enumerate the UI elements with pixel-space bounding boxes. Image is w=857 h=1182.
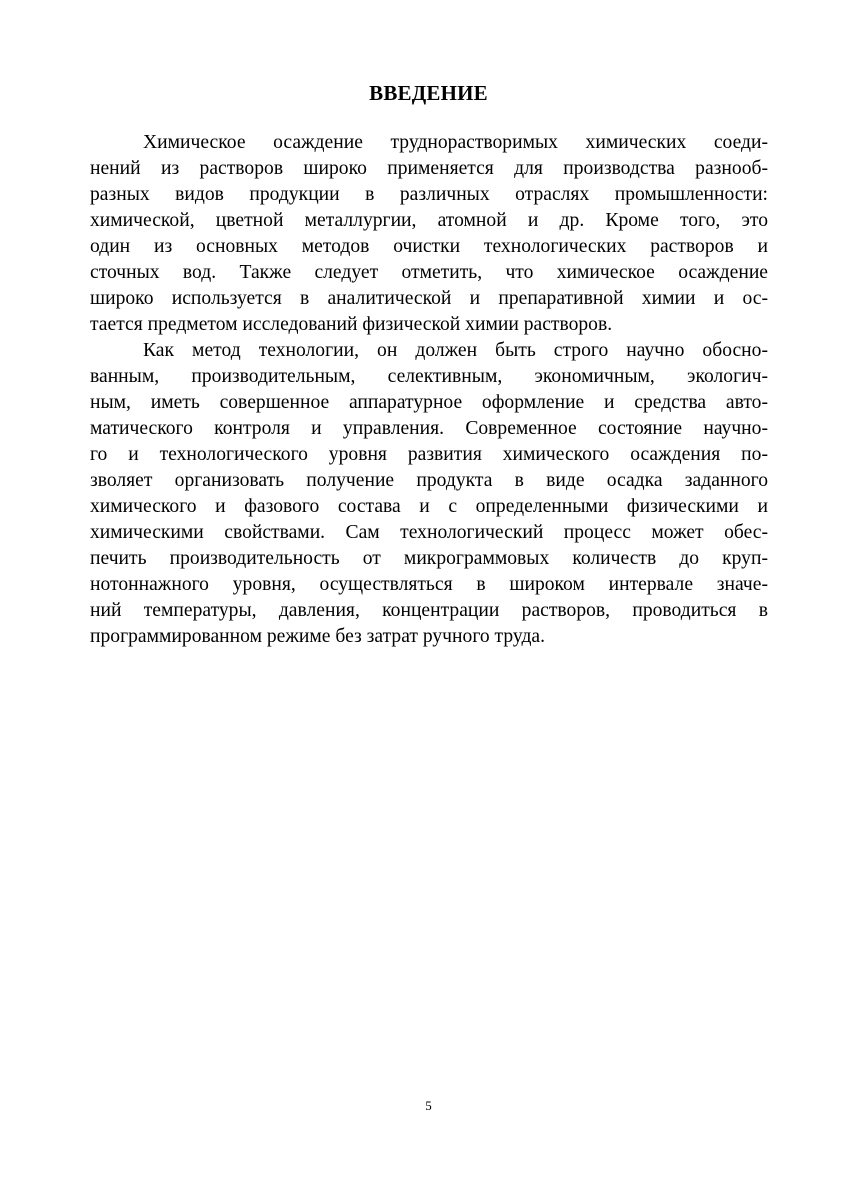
paragraph-1 xyxy=(90,130,768,338)
text-line: матического контроля и управления. Современное состояние научно- xyxy=(90,418,768,439)
text-line: нений из растворов широко применяется для производства разнооб- xyxy=(90,158,768,179)
text-line: химической, цветной металлургии, атомной и др. Кроме того, это xyxy=(90,210,768,231)
text-line: го и технологического уровня развития химического осаждения по- xyxy=(90,444,768,465)
text-line: Как метод технологии, он должен быть строго научно обосно- xyxy=(143,340,768,361)
text-line: Химическое осаждение труднорастворимых химических соеди- xyxy=(143,132,768,153)
text-line: сточных вод. Также следует отметить, что химическое осаждение xyxy=(90,262,768,283)
text-line: нотоннажного уровня, осуществляться в широком интервале значе- xyxy=(90,574,768,595)
text-line: печить производительность от микрограммовых количеств до круп- xyxy=(90,548,768,569)
text-line: один из основных методов очистки технологических растворов и xyxy=(90,236,768,257)
text-line: ванным, производительным, селективным, экономичным, экологич- xyxy=(90,366,768,387)
paragraph-2 xyxy=(90,338,768,650)
body-text xyxy=(90,130,768,650)
text-line: широко используется в аналитической и препаративной химии и ос- xyxy=(90,288,768,309)
text-line: разных видов продукции в различных отраслях промышленности: xyxy=(90,184,768,205)
text-line: химического и фазового состава и с определенными физическими и xyxy=(90,496,768,517)
text-line: ным, иметь совершенное аппаратурное оформление и средства авто- xyxy=(90,392,768,413)
section-heading: ВВЕДЕНИЕ xyxy=(369,81,488,105)
text-line: химическими свойствами. Сам технологический процесс может обес- xyxy=(90,522,768,543)
text-line: программированном режиме без затрат ручного труда. xyxy=(90,626,546,647)
text-line: тается предметом исследований физической химии растворов. xyxy=(90,314,613,335)
text-line: зволяет организовать получение продукта в виде осадка заданного xyxy=(90,470,768,491)
page-number: 5 xyxy=(425,1098,432,1113)
text-line: ний температуры, давления, концентрации растворов, проводиться в xyxy=(90,600,768,621)
